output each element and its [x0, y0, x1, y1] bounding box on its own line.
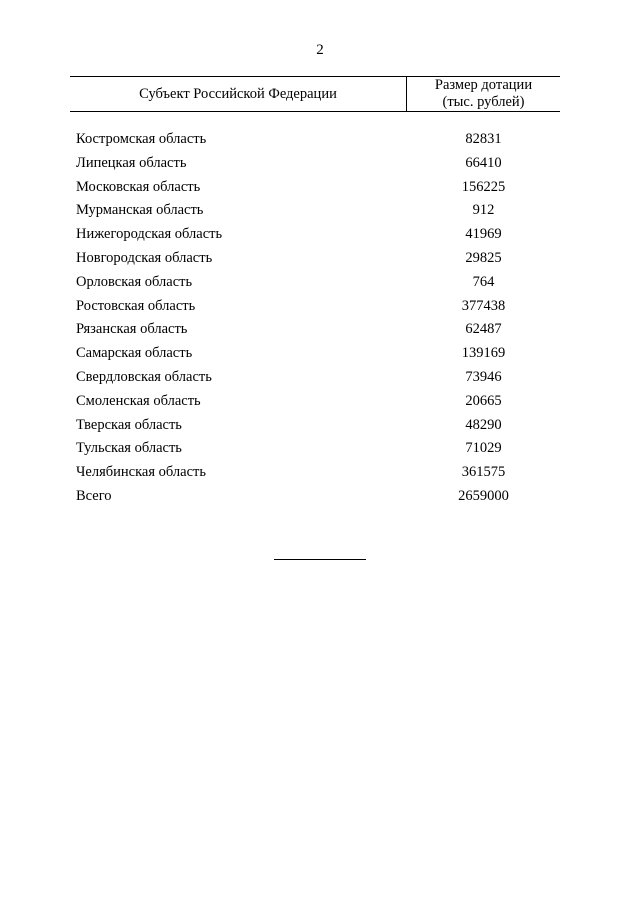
footer-rule: [274, 559, 366, 560]
table-row: [70, 486, 560, 510]
table-row: [70, 391, 560, 415]
region-name: Свердловская область: [76, 368, 212, 385]
header-subject: Субъект Российской Федерации: [139, 86, 337, 102]
region-name: Смоленская область: [76, 392, 201, 409]
header-amount-line1: Размер дотации: [434, 77, 533, 93]
region-name: Ростовская область: [76, 297, 196, 314]
subsidy-table: [70, 76, 560, 510]
region-name: Нижегородская область: [76, 226, 223, 243]
table-row: [70, 438, 560, 462]
header-amount: [407, 77, 560, 111]
table-row: [70, 415, 560, 439]
region-name: Всего: [76, 487, 112, 504]
subsidy-amount: 912: [472, 202, 495, 219]
region-name: Челябинская область: [76, 464, 206, 481]
region-name: Новгородская область: [76, 249, 213, 266]
table-row: [70, 177, 560, 201]
subsidy-amount: 29825: [465, 249, 502, 266]
region-name: Костромская область: [76, 131, 207, 147]
table-row: [70, 296, 560, 320]
region-name: Орловская область: [76, 273, 193, 290]
page-number: 2: [316, 42, 324, 58]
table-row: [70, 272, 560, 296]
subsidy-amount: 377438: [461, 297, 506, 314]
table-row: [70, 319, 560, 343]
table-row: [70, 200, 560, 224]
table-body: [70, 129, 560, 510]
subsidy-amount: 361575: [461, 464, 506, 481]
table-row: [70, 129, 560, 153]
region-name: Рязанская область: [76, 321, 188, 338]
region-name: Тульская область: [76, 440, 182, 457]
table-row: [70, 224, 560, 248]
subsidy-amount: 41969: [465, 226, 502, 243]
subsidy-amount: 764: [472, 273, 495, 290]
subsidy-amount: 62487: [465, 321, 502, 338]
table-header: [70, 76, 560, 112]
subsidy-amount: 71029: [465, 440, 502, 457]
region-name: Самарская область: [76, 345, 193, 362]
header-amount-line2: (тыс. рублей): [442, 94, 525, 110]
table-row: [70, 367, 560, 391]
subsidy-amount: 73946: [465, 368, 502, 385]
subsidy-amount: 82831: [465, 131, 502, 147]
table-row: [70, 248, 560, 272]
subsidy-amount: 66410: [465, 154, 502, 171]
region-name: Липецкая область: [76, 154, 187, 171]
subsidy-amount: 156225: [461, 178, 506, 195]
subsidy-amount: 139169: [461, 345, 506, 362]
table-row: [70, 462, 560, 486]
subsidy-amount: 20665: [465, 392, 502, 409]
region-name: Мурманская область: [76, 202, 204, 219]
region-name: Тверская область: [76, 416, 182, 433]
table-row: [70, 153, 560, 177]
subsidy-amount: 2659000: [458, 487, 509, 504]
subsidy-amount: 48290: [465, 416, 502, 433]
region-name: Московская область: [76, 178, 201, 195]
table-row: [70, 343, 560, 367]
